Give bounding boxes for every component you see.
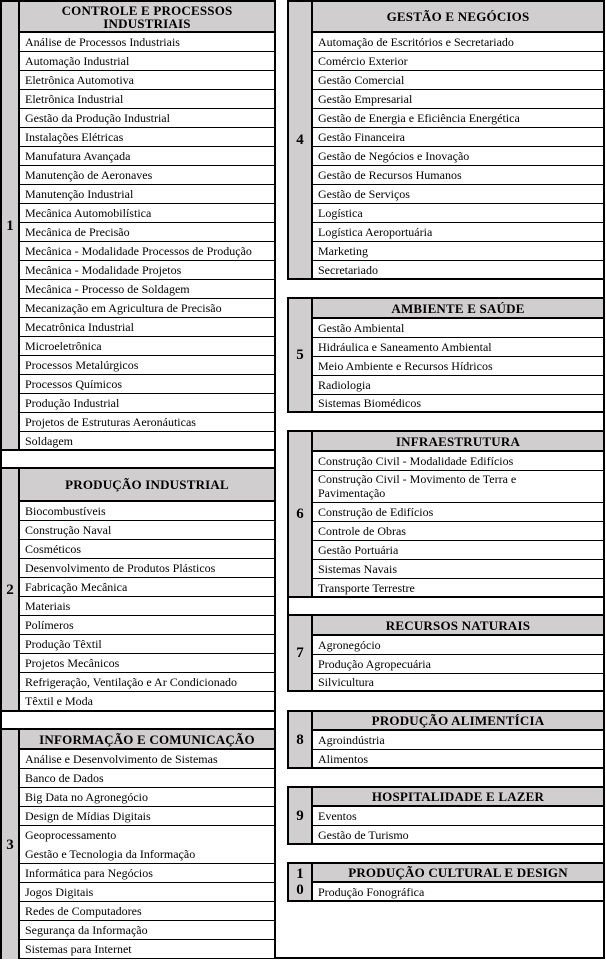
course-item: Marketing — [313, 242, 603, 261]
course-item: Gestão Empresarial — [313, 90, 603, 109]
course-item: Manufatura Avançada — [20, 147, 274, 166]
group-title: HOSPITALIDADE E LAZER — [313, 788, 603, 807]
course-item: Gestão de Recursos Humanos — [313, 166, 603, 185]
course-item: Design de Mídias Digitais — [20, 807, 274, 826]
course-item: Mecânica - Modalidade Processos de Produção — [20, 242, 274, 261]
course-item: Sistemas Navais — [313, 560, 603, 579]
course-item: Manutenção de Aeronaves — [20, 166, 274, 185]
group-8 — [287, 710, 605, 769]
course-item: Produção Industrial — [20, 394, 274, 413]
course-item: Gestão de Energia e Eficiência Energética — [313, 109, 603, 128]
course-item: Banco de Dados — [20, 769, 274, 788]
course-item: Informática para Negócios — [20, 864, 274, 883]
course-item: Processos Metalúrgicos — [20, 356, 274, 375]
course-item: Análise e Desenvolvimento de Sistemas — [20, 750, 274, 769]
group-number: 6 — [289, 432, 313, 598]
course-item: Produção Fonográfica — [313, 883, 603, 900]
course-item: Gestão Ambiental — [313, 319, 603, 338]
course-item: Comércio Exterior — [313, 52, 603, 71]
course-item: Hidráulica e Saneamento Ambiental — [313, 338, 603, 357]
course-item: Controle de Obras — [313, 522, 603, 541]
course-item: Produção Têxtil — [20, 635, 274, 654]
group-5 — [287, 297, 605, 413]
group-number-line2: 0 — [296, 882, 304, 898]
course-item: Construção de Edifícios — [313, 503, 603, 522]
course-item: Automação Industrial — [20, 52, 274, 71]
group-title: INFORMAÇÃO E COMUNICAÇÃO — [20, 730, 274, 750]
course-item: Materiais — [20, 597, 274, 616]
course-item: Soldagem — [20, 432, 274, 449]
group-title: PRODUÇÃO ALIMENTÍCIA — [313, 712, 603, 731]
course-item: Big Data no Agronegócio — [20, 788, 274, 807]
course-item: Gestão Financeira — [313, 128, 603, 147]
group-number: 7 — [289, 616, 313, 690]
group-9 — [287, 786, 605, 845]
course-item: Construção Naval — [20, 521, 274, 540]
course-item: Radiologia — [313, 376, 603, 395]
course-item: Microeletrônica — [20, 337, 274, 356]
course-item: Construção Civil - Movimento de Terra e Pavimentação — [313, 471, 603, 503]
group-10 — [287, 862, 605, 902]
course-item: Logística Aeroportuária — [313, 223, 603, 242]
course-item-merged — [20, 826, 274, 864]
course-item: Gestão e Tecnologia da Informação — [25, 846, 196, 861]
group-number: 9 — [289, 788, 313, 843]
course-item: Secretariado — [313, 261, 603, 278]
course-item: Produção Agropecuária — [313, 655, 603, 674]
course-item: Eletrônica Automotiva — [20, 71, 274, 90]
course-item: Análise de Processos Industriais — [20, 33, 274, 52]
group-3 — [0, 728, 276, 959]
course-item: Mecânica - Processo de Soldagem — [20, 280, 274, 299]
course-item: Gestão de Serviços — [313, 185, 603, 204]
group-title: RECURSOS NATURAIS — [313, 616, 603, 636]
group-number — [289, 864, 313, 900]
group-number-line1: 1 — [296, 866, 304, 882]
course-item: Agronegócio — [313, 636, 603, 655]
course-item: Eletrônica Industrial — [20, 90, 274, 109]
group-title: PRODUÇÃO INDUSTRIAL — [20, 469, 274, 502]
course-item: Mecanização em Agricultura de Precisão — [20, 299, 274, 318]
course-item: Segurança da Informação — [20, 921, 274, 940]
course-item: Jogos Digitais — [20, 883, 274, 902]
course-item: Biocombustíveis — [20, 502, 274, 521]
group-7 — [287, 614, 605, 692]
course-item: Refrigeração, Ventilação e Ar Condicionado — [20, 673, 274, 692]
course-item: Gestão de Negócios e Inovação — [313, 147, 603, 166]
group-title: AMBIENTE E SAÚDE — [313, 299, 603, 319]
group-number: 3 — [2, 730, 20, 959]
course-item: Automação de Escritórios e Secretariado — [313, 33, 603, 52]
course-item: Manutenção Industrial — [20, 185, 274, 204]
course-item: Cosméticos — [20, 540, 274, 559]
course-item: Eventos — [313, 807, 603, 826]
course-item: Gestão de Turismo — [313, 826, 603, 843]
course-item: Mecânica de Precisão — [20, 223, 274, 242]
empty-row — [289, 598, 603, 614]
group-number: 2 — [2, 469, 20, 710]
group-title: GESTÃO E NEGÓCIOS — [313, 2, 603, 33]
course-item: Desenvolvimento de Produtos Plásticos — [20, 559, 274, 578]
course-item: Têxtil e Moda — [20, 692, 274, 710]
group-6 — [287, 430, 605, 616]
course-item: Logística — [313, 204, 603, 223]
group-number: 1 — [2, 2, 20, 449]
course-item: Polímeros — [20, 616, 274, 635]
course-item: Mecânica - Modalidade Projetos — [20, 261, 274, 280]
course-item: Redes de Computadores — [20, 902, 274, 921]
group-1 — [0, 0, 276, 451]
course-item: Gestão da Produção Industrial — [20, 109, 274, 128]
course-item: Geoprocessamento — [25, 827, 117, 842]
group-title: CONTROLE E PROCESSOS INDUSTRIAIS — [20, 2, 274, 33]
course-item: Gestão Comercial — [313, 71, 603, 90]
course-item: Mecânica Automobilística — [20, 204, 274, 223]
group-number: 4 — [289, 2, 313, 278]
course-item: Silvicultura — [313, 674, 603, 690]
course-item: Fabricação Mecânica — [20, 578, 274, 597]
course-item: Projetos de Estruturas Aeronáuticas — [20, 413, 274, 432]
course-item: Gestão Portuária — [313, 541, 603, 560]
course-item: Transporte Terrestre — [313, 579, 603, 598]
course-item: Instalações Elétricas — [20, 128, 274, 147]
course-item: Mecatrônica Industrial — [20, 318, 274, 337]
course-item: Sistemas Biomédicos — [313, 395, 603, 411]
group-4 — [287, 0, 605, 280]
course-item: Projetos Mecânicos — [20, 654, 274, 673]
course-item: Processos Químicos — [20, 375, 274, 394]
course-item: Alimentos — [313, 750, 603, 767]
course-item: Construção Civil - Modalidade Edifícios — [313, 452, 603, 471]
course-item: Meio Ambiente e Recursos Hídricos — [313, 357, 603, 376]
group-number: 5 — [289, 299, 313, 411]
course-item: Agroindústria — [313, 731, 603, 750]
course-item: Sistemas para Internet — [20, 940, 274, 958]
group-title: PRODUÇÃO CULTURAL E DESIGN — [313, 864, 603, 883]
group-2 — [0, 467, 276, 712]
group-title: INFRAESTRUTURA — [313, 432, 603, 452]
group-number: 8 — [289, 712, 313, 767]
